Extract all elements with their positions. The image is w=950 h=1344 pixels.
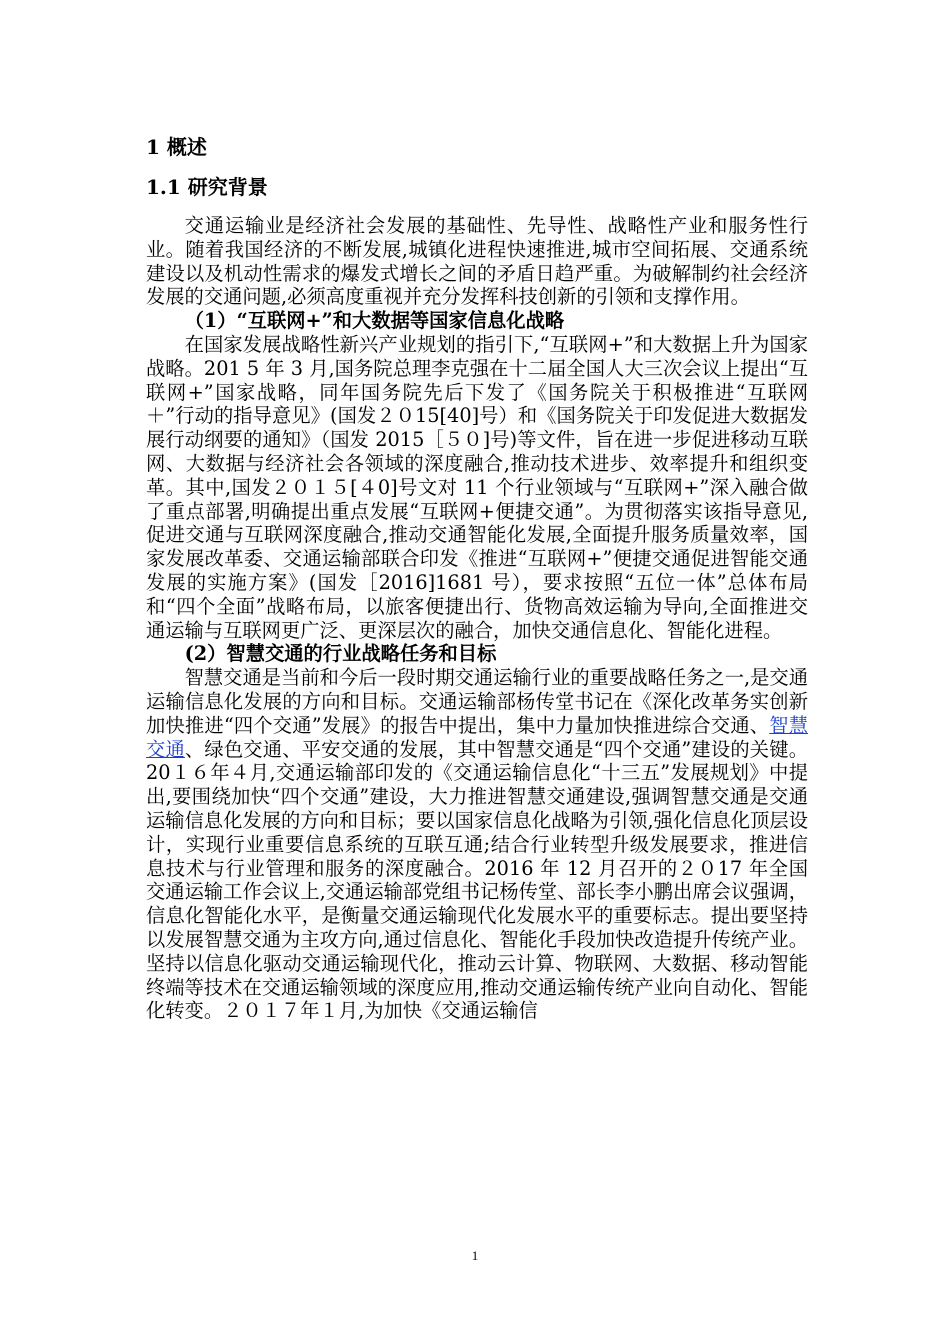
- section1-paragraph: 在国家发展战略性新兴产业规划的指引下,“互联网+”和大数据上升为国家战略。201 5 年 3 月,国务院总理李克强在十二届全国人大三次会议上提出“互联网+”国家战略，同年国务院先后下发了《国务院关于积极推进“互联网＋”行动的指导意见》(国发２０15[40]号）和《国务院关于印发促进大数据发展行动纲要的通知》（国发 2015［５０]号)等文件，旨在进一步促进移动互联网、大数据与经济社会各领域的深度融合,推动技术进步、效率提升和组织变革。其中,国发２０１５[４0]号文对 11 个行业领域与“互联网+”深入融合做了重点部署,明确提出重点发展“互联网+便捷交通”。为贯彻落实该指导意见,促进交通与互联网深度融合,推动交通智能化发展,全面提升服务质量效率，国家发展改革委、交通运输部联合印发《推进“互联网+”便捷交通促进智能交通发展的实施方案》(国发［2016]1681 号），要求按照“五位一体”总体布局和“四个全面”战略布局，以旅客便捷出行、货物高效运输为导向,全面推进交通运输与互联网更广泛、更深层次的融合，加快交通信息化、智能化进程。: [146, 332, 808, 642]
- section1-title: （1）“互联网+”和大数据等国家信息化战略: [184, 309, 565, 333]
- section2-text-before-link: 智慧交通是当前和今后一段时期交通运输行业的重要战略任务之一,是交通运输信息化发展的方向和目标。交通运输部杨传堂书记在《深化改革务实创新加快推进“四个交通”发展》的报告中提出，集中力量加快推进综合交通、: [146, 666, 808, 737]
- page-content: [146, 118, 808, 1023]
- section2-title: (2）智慧交通的行业战略任务和目标: [184, 642, 497, 666]
- section2-paragraph: [146, 666, 808, 1023]
- intro-paragraph: 交通运输业是经济社会发展的基础性、先导性、战略性产业和服务性行业。随着我国经济的不断发展,城镇化进程快速推进,城市空间拓展、交通系统建设以及机动性需求的爆发式增长之间的矛盾日趋严重。为破解制约社会经济发展的交通问题,必须高度重视并充分发挥科技创新的引领和支撑作用。: [146, 214, 808, 309]
- heading-research-background: 1.1 研究背景: [146, 175, 268, 199]
- heading-overview: 1 概述: [146, 135, 207, 159]
- section2-text-after-link: 、绿色交通、平安交通的发展，其中智慧交通是“四个交通”建设的关键。20１６年４月,交通运输部印发的《交通运输信息化“十三五”发展规划》中提出,要围绕加快“四个交通”建设，大力推进智慧交通建设,强调智慧交通是交通运输信息化发展的方向和目标；要以国家信息化战略为引领,强化信息化顶层设计，实现行业重要信息系统的互联互通;结合行业转型升级发展要求，推进信息技术与行业管理和服务的深度融合。2016 年 12 月召开的２０17 年全国交通运输工作会议上,交通运输部党组书记杨传堂、部长李小鹏出席会议强调，信息化智能化水平，是衡量交通运输现代化发展水平的重要标志。提出要坚持以发展智慧交通为主攻方向,通过信息化、智能化手段加快改造提升传统产业。坚持以信息化驱动交通运输现代化，推动云计算、物联网、大数据、移动智能终端等技术在交通运输领域的深度应用,推动交通运输传统产业向自动化、智能化转变。２０１７年１月,为加快《交通运输信: [146, 737, 808, 1023]
- smart-transport-link[interactable]: 智慧交通: [146, 713, 809, 761]
- page-number: 1: [471, 1248, 479, 1263]
